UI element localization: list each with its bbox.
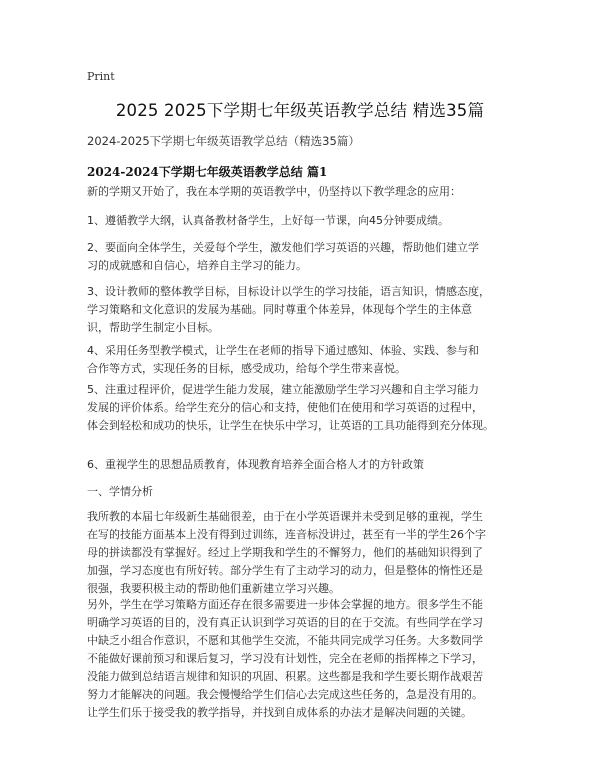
paragraph [87, 381, 523, 435]
paragraph-line: 很强，我要积极主动的帮助他们重新建立学习兴趣。 [87, 582, 340, 595]
paragraph [87, 283, 523, 337]
paragraph-line: 6、重视学生的思想品质教育，体现教育培养全面合格人才的方针政策 [87, 458, 424, 471]
paragraph-line: 2、要面向全体学生，关爱每个学生，激发他们学习英语的兴趣，帮助他们建立学 [87, 241, 479, 254]
paragraph-line: 新的学期又开始了，我在本学期的英语教学中，仍坚持以下教学理念的应用： [87, 185, 461, 198]
paragraph [87, 508, 523, 598]
paragraph-line: 4、采用任务型教学模式，让学生在老师的指导下通过感知、体验、实践、参与和 [87, 344, 479, 357]
paragraph-line: 在写的技能方面基本上没有得到过训练，连音标没讲过，甚至有一半的学生26个字 [87, 528, 486, 541]
paragraph [87, 342, 523, 378]
page-subtitle: 2024-2025下学期七年级英语教学总结（精选35篇） [87, 134, 360, 148]
paragraph-line: 5、注重过程评价，促进学生能力发展，建立能激励学生学习兴趣和自主学习能力 [87, 383, 479, 396]
paragraph-line: 母的拼读都没有掌握好。经过上学期我和学生的不懈努力，他们的基础知识得到了 [87, 546, 483, 559]
paragraph-line: 1、遵循教学大纲，认真备教材备学生，上好每一节课，向45分钟要成绩。 [87, 214, 449, 227]
paragraph [87, 483, 523, 501]
paragraph-line: 努力才能解决的问题。我会慢慢给学生们信心去完成这些任务的，急是没有用的。 [87, 688, 483, 701]
paragraph-line: 让学生们乐于接受我的教学指导，并找到自成体系的办法才是解决问题的关键。 [87, 706, 472, 719]
paragraph-line: 习的成就感和自信心，培养自主学习的能力。 [87, 259, 307, 272]
paragraph-line: 发展的评价体系。给学生充分的信心和支持，使他们在使用和学习英语的过程中， [87, 401, 483, 414]
paragraph-line: 没能力做到总结语言规律和知识的巩固、积累。这些都是我和学生要长期作战艰苦 [87, 670, 483, 683]
page-title: 2025 2025下学期七年级英语教学总结 精选35篇 [115, 101, 485, 120]
paragraph-line: 识，帮助学生制定小目标。 [87, 321, 219, 334]
section-heading: 2024-2024下学期七年级英语教学总结 篇1 [87, 165, 328, 179]
paragraph-line: 体会到轻松和成功的快乐，让学生在快乐中学习，让英语的工具功能得到充分体现。 [87, 419, 494, 432]
paragraph-line: 明确学习英语的目的，没有真正认识到学习英语的目的在于交流。有些同学在学习 [87, 616, 483, 629]
paragraph [87, 239, 523, 275]
paragraph-line: 另外，学生在学习策略方面还存在很多需要进一步体会掌握的地方。很多学生不能 [87, 598, 483, 611]
paragraph-line: 3、设计教师的整体教学目标，目标设计以学生的学习技能，语言知识，情感态度， [87, 285, 490, 298]
paragraph [87, 183, 523, 201]
print-link[interactable]: Print [87, 70, 115, 83]
paragraph-line: 中缺乏小组合作意识，不愿和其他学生交流，不能共同完成学习任务。大多数同学 [87, 634, 483, 647]
paragraph-line: 学习策略和文化意识的发展为基础。同时尊重个体差异，体现每个学生的主体意 [87, 303, 472, 316]
paragraph-line: 一、学情分析 [87, 485, 153, 498]
paragraph-line: 我所教的本届七年级新生基础很差，由于在小学英语课并未受到足够的重视，学生 [87, 510, 483, 523]
paragraph [87, 596, 523, 722]
paragraph-line: 合作等方式，实现任务的目标，感受成功，给每个学生带来喜悦。 [87, 362, 406, 375]
paragraph-line: 加强，学习态度也有所好转。部分学生有了主动学习的动力，但是整体的惰性还是 [87, 564, 483, 577]
paragraph [87, 456, 523, 474]
paragraph [87, 212, 523, 230]
paragraph-line: 不能做好课前预习和课后复习，学习没有计划性，完全在老师的指挥棒之下学习， [87, 652, 483, 665]
